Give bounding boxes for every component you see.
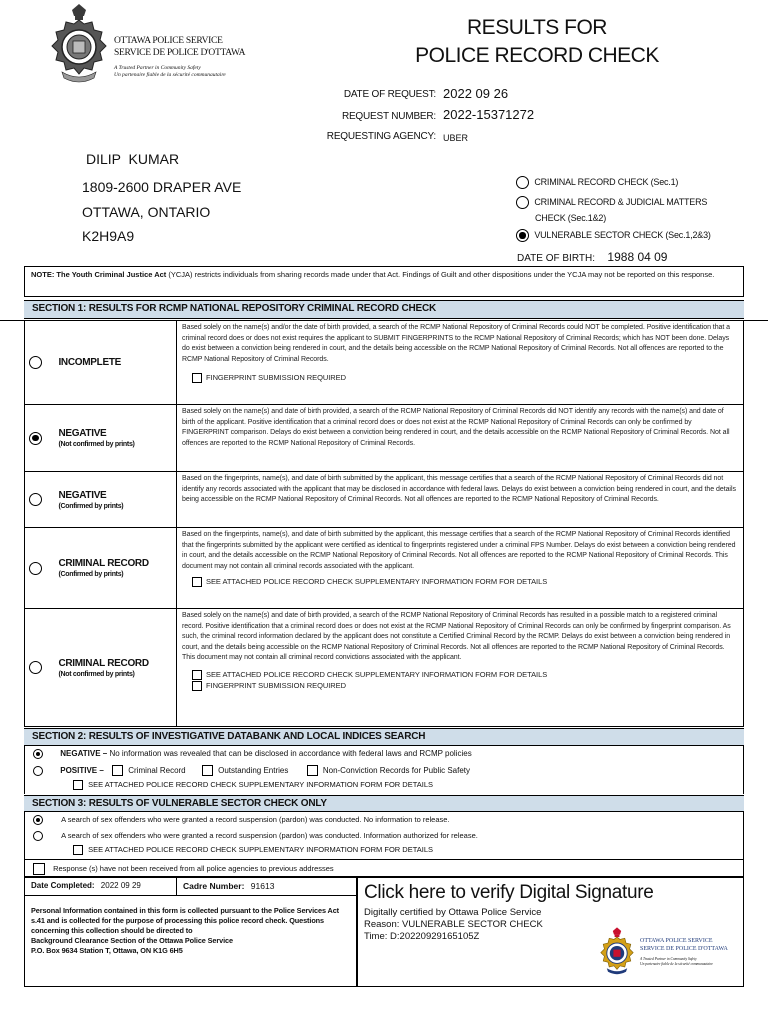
status-label [58,428,134,448]
see-attached-checkbox[interactable] [73,780,83,790]
description-text: Based solely on the name(s) and date of birth provided, a search of the RCMP National Repository of Criminal Records has resulted in a possible match to a registered criminal record. Positive identification that a criminal record does or does not exist at the RCMP National Repository of Criminal Records can only be confirmed by fingerprint comparison. As such, the criminal record information declared by the applicant does not constitute a Certified Criminal Record by the RCMP. Delays do exist between a conviction being rendered in court, and the details being accessible on the RCMP National Repository of Criminal Records. Not all offences are reported to the RCMP National Repository of Criminal Records. This document may not contain all criminal record convictions associated with the applicant. [182,612,731,661]
requesting-agency-label: REQUESTING AGENCY: [326,131,436,142]
checkbox-line[interactable] [182,670,738,681]
section-3-option-2[interactable] [33,831,478,841]
status-cell [25,528,177,609]
title-line-2: POLICE RECORD CHECK [415,44,659,67]
negative-text: No information was revealed that can be disclosed in accordance with federal laws and RCMP policies [107,749,472,759]
section-3-header: SECTION 3: RESULTS OF VULNERABLE SECTOR CHECK ONLY [24,795,744,812]
radio-criminal-record-check[interactable] [516,176,529,189]
status-description [177,405,744,472]
status-label [58,490,123,510]
section-2-body [24,746,744,794]
status-label [58,658,148,678]
requesting-agency-value: UBER [443,133,469,143]
check-type-label: CRIMINAL RECORD & JUDICIAL MATTERS [534,197,708,207]
checkbox-line[interactable] [182,577,738,588]
table-row [25,528,744,609]
footer-logo-tagline-fr: Un partenaire fiable de la sécurité communautaire [640,962,713,966]
status-sub: (Not confirmed by prints) [58,670,135,678]
see-attached-checkbox[interactable] [192,577,202,587]
description-text: Based on the fingerprints, name(s), and date of birth submitted by the applicant, this message certifies that a search of the RCMP National Repository of Criminal Records did not identify any records associated with the applicant that may be disclosed in accordance with federal laws. Delays do exist between a conviction being rendered in court, and the details being accessible on the RCMP National Repository of Criminal Records. Not all offences are reported to the RCMP National Repository of Criminal Records. [182,475,736,503]
status-sub: (Confirmed by prints) [58,571,124,578]
section-2-positive[interactable] [33,765,470,776]
police-crest-icon [44,2,114,88]
privacy-to: Background Clearance Section of the Ottawa Police Service [31,936,233,945]
applicant-address-1: 1809-2600 DRAPER AVE [82,179,242,195]
applicant-name: DILIP KUMAR [86,151,180,167]
note-text: (YCJA) restricts individuals from sharing records made under that Act. Findings of Guilt and other dispositions under the YCJA may not be reported on this response. [166,270,715,279]
status-label [58,558,148,578]
status-name: NEGATIVE [58,489,107,501]
privacy-address: P.O. Box 9634 Station T, Ottawa, ON K1G 6H5 [31,946,183,955]
cadre-number-value: 91613 [250,881,275,891]
digital-signature-box [357,877,744,987]
section-1-table [24,320,744,727]
status-description [177,321,744,405]
check-type-judicial-matters[interactable] [516,194,707,226]
radio-section-3-option-1[interactable] [33,815,43,825]
radio-section-2-negative[interactable] [33,749,43,759]
table-row [25,472,744,528]
description-text: Based solely on the name(s) and/or the date of birth provided, a search of the RCMP National Repository of Criminal Records could NOT be completed. Positive identification that a criminal record does or does not exist requires the applicant to SUBMIT FINGERPRINTS to the RCMP National Repository of Criminal Records; which has NOT been done. Delays do exist between a conviction being rendered in court, and the details being accessible on the RCMP National Repository of Criminal Records. Not all offences are reported to the RCMP National Repository of Criminal Records. [182,324,731,363]
footer-logo-tagline-en: A Trusted Partner in Community Safety [640,957,697,961]
status-cell [25,609,177,727]
check-type-label: CRIMINAL RECORD CHECK (Sec.1) [534,176,679,187]
dob-label: DATE OF BIRTH: [517,253,595,264]
status-cell [25,405,177,472]
radio-incomplete[interactable] [29,356,42,369]
section-3-body [24,812,744,859]
date-of-birth [517,248,667,266]
date-completed-value: 2022 09 29 [100,881,141,890]
check-type-vulnerable-sector[interactable] [516,229,711,242]
checkbox-line[interactable] [182,373,738,384]
signature-time: Time: D:20220929165105Z [364,931,480,942]
table-row [25,405,744,472]
status-description [177,472,744,528]
negative-label: NEGATIVE – [60,749,108,759]
request-number-label: REQUEST NUMBER: [341,111,436,122]
section-3-see-attached[interactable] [73,845,433,855]
radio-section-2-positive[interactable] [33,766,43,776]
status-cell [25,472,177,528]
option-1-text: A search of sex offenders who were granted a record suspension (pardon) was conducted. No information to release. [61,815,450,824]
date-of-request-label: DATE OF REQUEST: [343,89,436,100]
logo-org-fr: SERVICE DE POLICE D'OTTAWA [114,48,246,58]
checkbox-label: SEE ATTACHED POLICE RECORD CHECK SUPPLEMENTARY INFORMATION FORM FOR DETAILS [206,577,548,586]
response-note-text: Response (s) have not been received from all police agencies to previous addresses [53,863,334,873]
option-2-text: A search of sex offenders who were granted a record suspension (pardon) was conducted. Information authorized for release. [61,831,478,840]
section-2-see-attached[interactable] [73,780,433,790]
status-label: INCOMPLETE [58,356,122,368]
status-sub: (Confirmed by prints) [58,502,124,510]
status-cell [25,321,177,405]
privacy-text: Personal Information contained in this form is collected pursuant to the Police Services Act s.41 and is collected for the purpose of processing this police record check. Questions concerning this collection should be directed to [31,906,340,935]
section-1-rule-left [0,320,24,321]
police-crest-icon [596,922,638,982]
positive-option: Non-Conviction Records for Public Safety [322,765,471,775]
signature-reason: Reason: VULNERABLE SECTOR CHECK [364,919,543,930]
request-number-value: 2022-15371272 [443,107,535,122]
section-1-header: SECTION 1: RESULTS FOR RCMP NATIONAL REPOSITORY CRIMINAL RECORD CHECK [24,300,744,319]
checkbox-label: SEE ATTACHED POLICE RECORD CHECK SUPPLEMENTARY INFORMATION FORM FOR DETAILS [206,669,548,679]
radio-judicial-matters-check[interactable] [516,196,529,209]
check-type-criminal-record[interactable] [516,176,678,189]
logo-tagline-fr: Un partenaire fiable de la sécurité communautaire [114,72,226,78]
outstanding-entries-checkbox[interactable] [202,765,213,776]
footer-logo-org-fr: SERVICE DE POLICE D'OTTAWA [640,946,728,952]
description-text: Based solely on the name(s) and date of birth provided, a search of the RCMP National Repository of Criminal Records did NOT identify any records with the name(s) and date of birth of the applicant. Positive identification that a criminal record does or does not exist at the RCMP National Repository of Criminal Records can only be confirmed by FINGERPRINT comparison. Delays do exist between a conviction being rendered in court, and the details accessible on the RCMP National Repository of Criminal Records. Not all offences are reported to the RCMP National Repository of Criminal Records. [182,408,730,447]
radio-criminal-record-confirmed[interactable] [29,562,42,575]
status-name: CRIMINAL RECORD [58,558,149,569]
positive-option: Criminal Record [128,765,186,775]
radio-section-3-option-2[interactable] [33,831,43,841]
applicant-postal: K2H9A9 [82,228,135,244]
date-completed-label: Date Completed: [31,881,95,890]
radio-vulnerable-sector-check[interactable] [516,229,529,242]
certified-by: Digitally certified by Ottawa Police Service [364,907,542,918]
page-title [400,14,674,70]
dob-value: 1988 04 09 [607,250,668,264]
response-note-checkbox[interactable] [33,863,45,875]
cadre-number-label: Cadre Number: [183,881,245,891]
table-row [25,609,744,727]
table-row [25,321,744,405]
checkbox-line[interactable] [182,681,738,692]
status-name: NEGATIVE [58,428,107,439]
logo-tagline-en: A Trusted Partner in Community Safety [114,65,201,71]
see-attached-checkbox[interactable] [192,670,202,680]
logo-org-en: OTTAWA POLICE SERVICE [114,36,223,46]
footer-left [24,877,357,987]
date-of-request-value: 2022 09 26 [443,86,509,101]
status-description [177,609,744,727]
see-attached-label: SEE ATTACHED POLICE RECORD CHECK SUPPLEMENTARY INFORMATION FORM FOR DETAILS [88,845,434,854]
header-logo [44,2,264,88]
title-line-1: RESULTS FOR [467,16,607,39]
positive-label: POSITIVE – [60,765,104,775]
fingerprint-checkbox[interactable] [192,681,202,691]
positive-option: Outstanding Entries [218,765,289,775]
checkbox-label: FINGERPRINT SUBMISSION REQUIRED [206,681,346,690]
check-type-label: VULNERABLE SECTOR CHECK (Sec.1,2&3) [534,229,711,240]
privacy-notice [31,906,353,956]
check-type-label-2: CHECK (Sec.1&2) [535,213,607,223]
radio-criminal-record-not-confirmed[interactable] [29,661,42,674]
radio-negative-confirmed[interactable] [29,493,42,506]
cadre-number-box [177,878,357,896]
verify-signature-link[interactable]: Click here to verify Digital Signature [364,882,654,903]
status-name: CRIMINAL RECORD [58,657,149,669]
section-2-header: SECTION 2: RESULTS OF INVESTIGATIVE DATABANK AND LOCAL INDICES SEARCH [24,728,744,746]
status-description [177,528,744,609]
criminal-record-checkbox[interactable] [112,765,123,776]
date-completed-box [25,878,177,896]
footer-logo [596,922,741,984]
ycja-note [24,266,744,297]
see-attached-checkbox[interactable] [73,845,83,855]
response-note-row [24,859,744,877]
fingerprint-checkbox[interactable] [192,373,202,383]
section-1-rule-right [744,320,768,321]
see-attached-label: SEE ATTACHED POLICE RECORD CHECK SUPPLEMENTARY INFORMATION FORM FOR DETAILS [88,780,434,789]
checkbox-label: FINGERPRINT SUBMISSION REQUIRED [206,373,346,382]
status-sub: (Not confirmed by prints) [58,441,135,448]
note-bold: NOTE: The Youth Criminal Justice Act [31,270,167,279]
applicant-address-2: OTTAWA, ONTARIO [82,204,211,220]
description-text: Based on the fingerprints, name(s), and date of birth submitted by the applicant, this message certifies that a search of the RCMP National Repository of Criminal Records identified that the fingerprints submitted by the applicant were certified as identical to fingerprints registered under a criminal FPS Number. Delays do exist between a conviction being rendered in court, and the details accessible on the RCMP National Repository of Criminal Records. Not all offences are reported to the RCMP National Repository of Criminal Records. This document may not contain all criminal records associated with the applicant. [182,531,736,570]
radio-negative-not-confirmed[interactable] [29,432,42,445]
non-conviction-checkbox[interactable] [307,765,318,776]
footer-logo-org-en: OTTAWA POLICE SERVICE [640,938,713,944]
section-2-negative[interactable] [33,749,472,759]
section-3-option-1[interactable] [33,815,450,825]
